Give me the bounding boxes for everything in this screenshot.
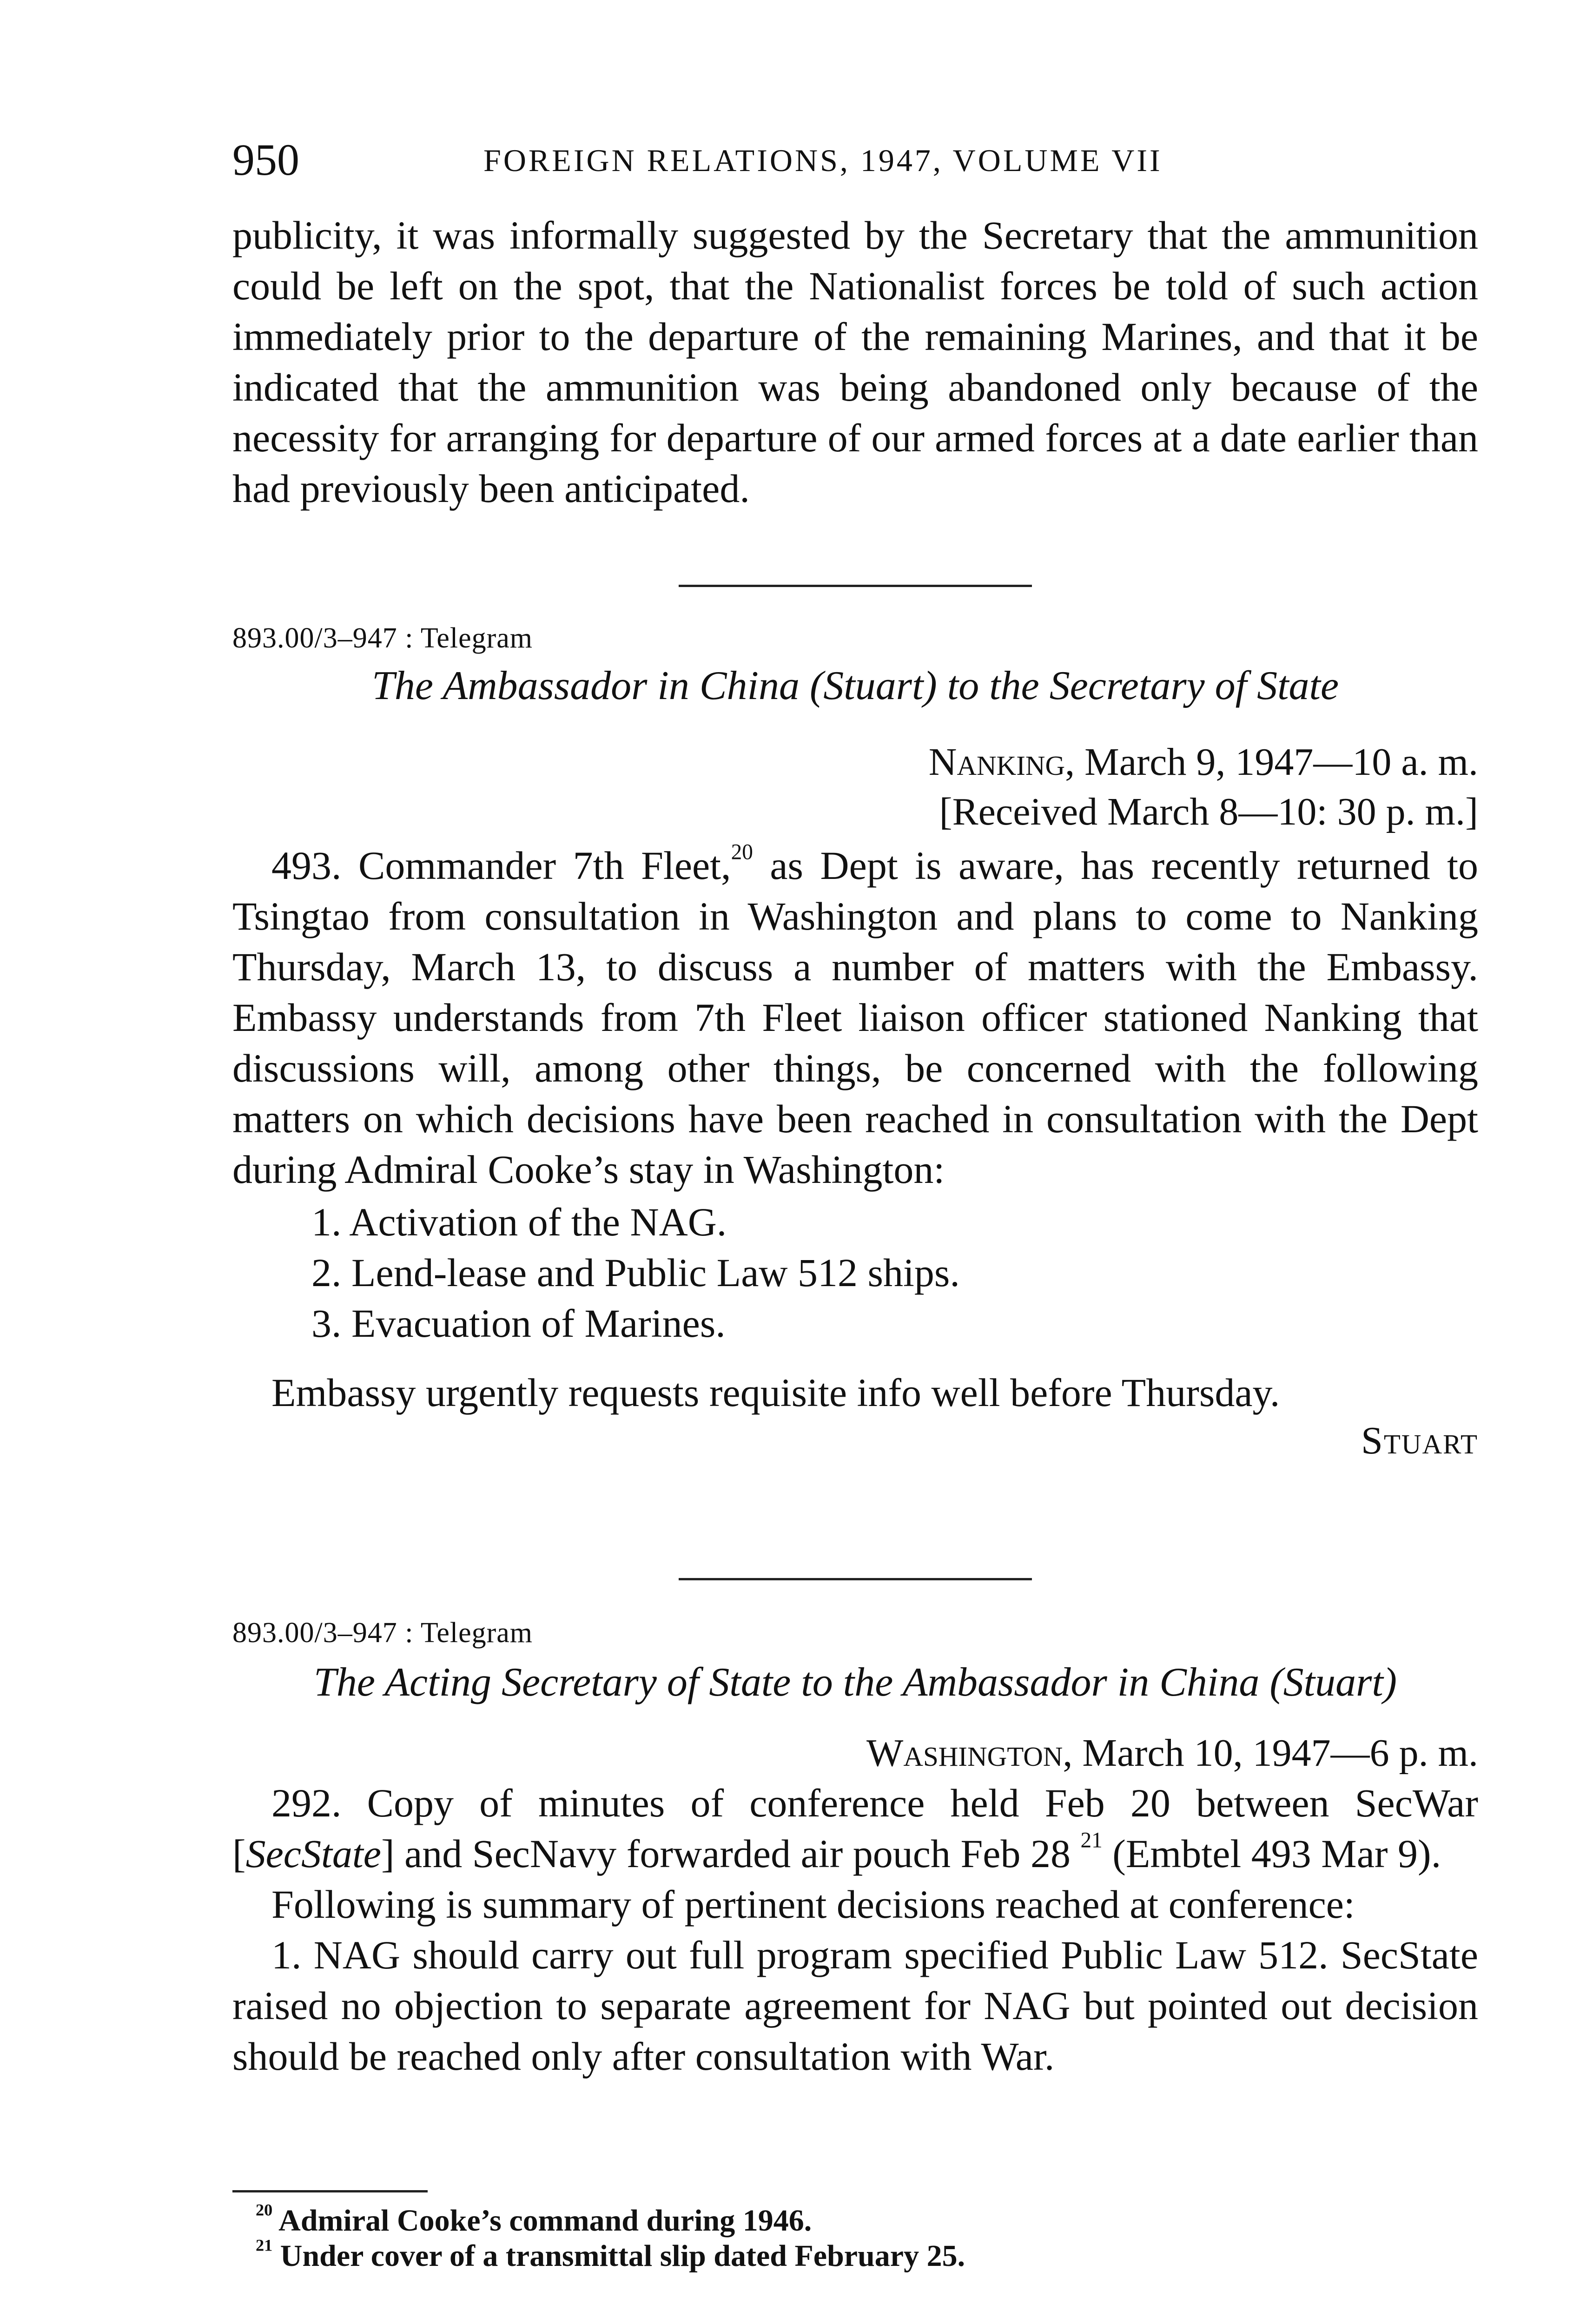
footnote [232, 2238, 1478, 2274]
file-reference: 893.00/3–947 : Telegram [232, 622, 533, 654]
dateline [232, 1728, 1478, 1778]
dateline [232, 737, 1478, 787]
section-divider [679, 585, 1032, 587]
summary-intro: Following is summary of pertinent decisions reached at conference: [271, 1882, 1355, 1927]
document-493 [232, 622, 1478, 1463]
dateline-date: March 10, 1947—6 p. m. [1082, 1731, 1478, 1775]
received-line: [Received March 8—10: 30 p. m.] [939, 790, 1478, 833]
continued-paragraph [232, 210, 1478, 514]
continuation-text: publicity, it was informally suggested by the Secretary that the ammunition could be left on the spot, that the Nationalist forces be told of such action immediately prior to the departure of the remaining Marines, and that it be indicated that the ammunition was being abandoned only because of the necessity for arranging for departure of our armed forces at a date earlier than had previously been anticipated. [232, 213, 1478, 511]
telegram-body [232, 1778, 1478, 1879]
footnote-mark: 21 [256, 2236, 273, 2255]
numbered-list [232, 1197, 1478, 1349]
dateline-place: Washington, [866, 1731, 1073, 1775]
file-reference: 893.00/3–947 : Telegram [232, 1617, 533, 1649]
body-text: ] and SecNavy forwarded air pouch Feb 28 [381, 1831, 1081, 1876]
decision-item: 1. NAG should carry out full program specified Public Law 512. SecState raised no objection to separate agreement for NAG but pointed out decision should be reached only after consultation with War. [232, 1933, 1478, 2079]
list-item: 3. Evacuation of Marines. [311, 1301, 726, 1346]
footnote-ref: 21 [1080, 1828, 1103, 1853]
document-292 [232, 1617, 1478, 2082]
body-text: 493. Commander 7th Fleet, [271, 843, 731, 888]
closing-paragraph: Embassy urgently requests requisite info well before Thursday. [271, 1370, 1280, 1415]
page-number: 950 [232, 135, 299, 185]
page-header [232, 134, 1478, 185]
signature: Stuart [1361, 1419, 1478, 1462]
footnote-ref: 20 [731, 840, 753, 865]
footnote [232, 2200, 1478, 2238]
document-title: The Acting Secretary of State to the Ambassador in China (Stuart) [313, 1660, 1397, 1705]
body-text-italic: SecState [245, 1831, 381, 1876]
body-text: (Embtel 493 Mar 9). [1102, 1831, 1441, 1876]
body-text: 292. Copy of minutes of conference held Feb 20 between SecWar [ [232, 1781, 1478, 1876]
body-text: as Dept is aware, has recently returned to Tsingtao from consultation in Washington and plans to come to Nanking Thursday, March 13, to discuss a number of matters with the Embassy. Embassy understands from 7th Fleet liaison officer stationed Nanking that discussions will, among other things, be concerned with the following matters on which decisions have been reached in consultation with the Dept during Admiral Cooke’s stay in Washington: [232, 843, 1478, 1192]
telegram-body [232, 840, 1478, 1195]
running-head: FOREIGN RELATIONS, 1947, VOLUME VII [483, 143, 1163, 178]
footnote-text: Under cover of a transmittal slip dated February 25. [280, 2239, 965, 2273]
footnote-divider [232, 2190, 428, 2192]
list-item: 2. Lend-lease and Public Law 512 ships. [311, 1250, 960, 1295]
dateline-date: March 9, 1947—10 a. m. [1084, 740, 1478, 784]
section-divider [679, 1578, 1032, 1580]
footnote-text: Admiral Cooke’s command during 1946. [278, 2204, 812, 2238]
footnotes [232, 2200, 1478, 2274]
dateline-place: Nanking, [928, 740, 1075, 784]
document-title: The Ambassador in China (Stuart) to the Secretary of State [371, 663, 1339, 708]
list-item: 1. Activation of the NAG. [311, 1200, 727, 1244]
footnote-mark: 20 [256, 2200, 273, 2219]
